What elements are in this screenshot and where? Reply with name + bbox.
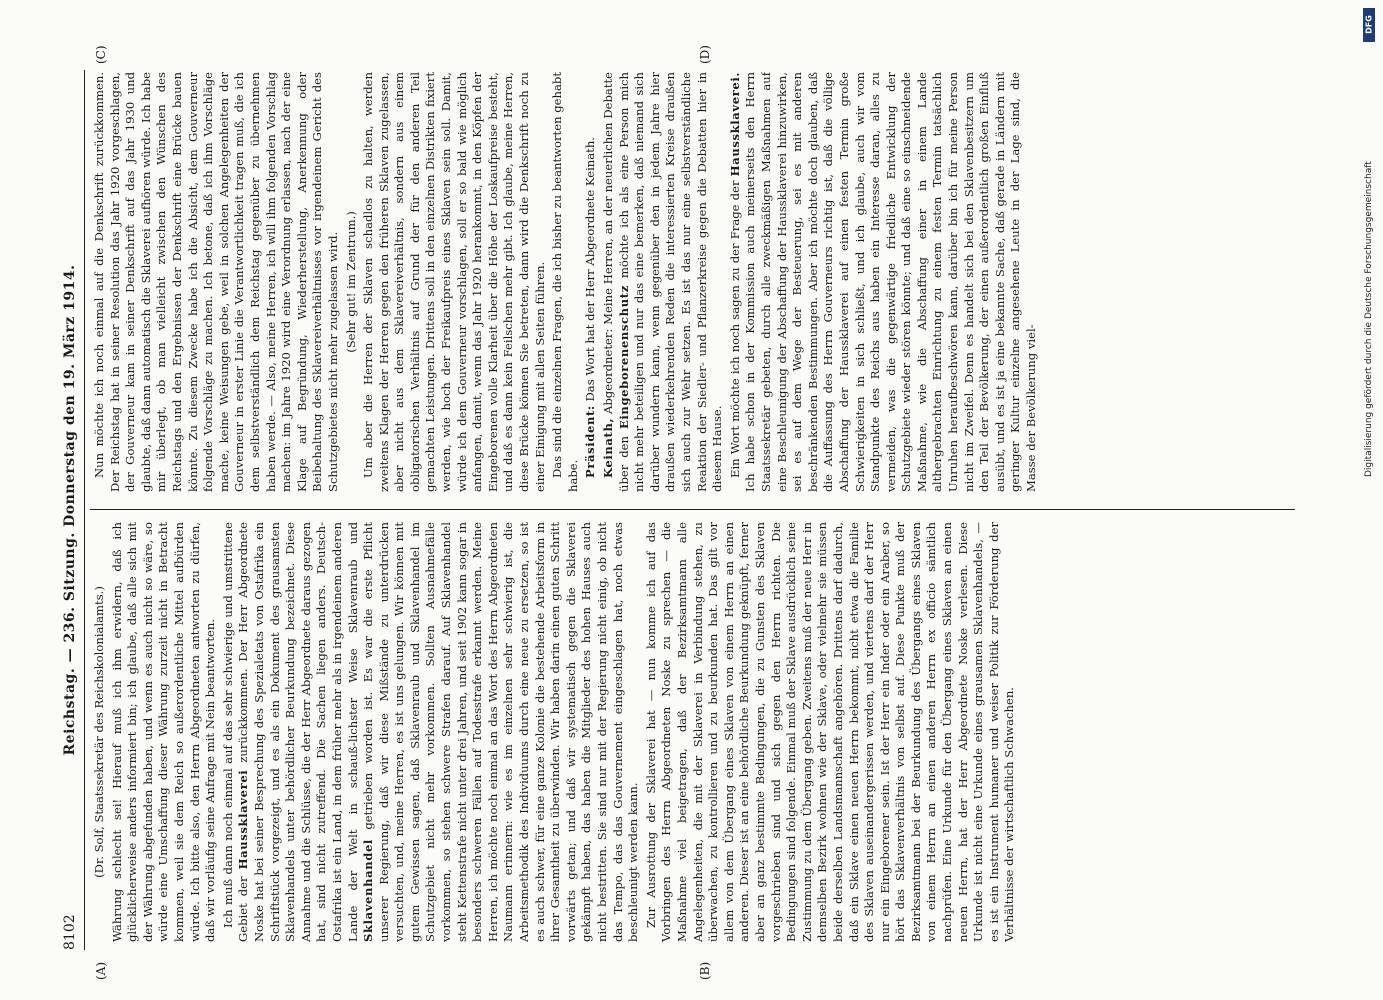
paragraph: Das sind die einzelnen Fragen, die ich bisher zu beantworten gehabt habe. (550, 72, 580, 492)
paragraph: Zur Ausrottung der Sklaverei hat — nun komme ich auf das Vorbringen des Herrn Abgeordneten Noske zu sprechen — die Maßnahme viel beigetragen, daß der Bezirksamtmann alle Angelegenheiten, die mit der Sklaverei in Verbindung stehen, zu überwachen, zu kontrollieren und zu beurkunden hat. Das gilt vor allem von dem Übergang eines Sklaven von einem Herrn an einen anderen. Dieser ist an eine behördliche Beurkundung geknüpft, ferner aber an ganz bestimmte Bedingungen, die zu Gunsten des Sklaven vorgeschrieben sind und sich gegen den Herrn richten. Die Bedingungen sind folgende. Einmal muß der Sklave ausdrücklich seine Zustimmung zu dem Übergang geben. Zweitens muß der neue Herr in demselben Bezirk wohnen wie der Sklave, oder vielmehr sie müssen beide derselben Landsmannschaft angehören. Drittens darf dadurch, daß ein Sklave einen neuen Herrn bekommt, nicht etwa die Familie des Sklaven auseinandergerissen werden, und viertens darf der Herr nur ein Eingeborener sein. Ist der Herr ein Inder oder ein Araber, so hört das Sklavenverhältnis von selbst auf. Diese Punkte muß der Bezirksamtmann bei der Beurkundung des Übergangs eines Sklaven von einem Herrn an einen anderen Herrn ex officio sämtlich nachprüfen. Eine Urkunde für den Übergang eines Sklaven an einen neuen Herrn, hat der Herr Abgeordnete Noske verlesen. Diese Urkunde ist nicht eine Urkunde eines grausamen Sklavenhandels, — es ist ein Instrument humaner und weiser Politik zur Förderung der Verhältnisse der wirtschaftlich Schwachen. (643, 522, 1017, 942)
dfg-logo: DFG (1363, 8, 1375, 42)
paragraph: Ein Wort möchte ich noch sagen zu der Frage der Haussklaverei. Ich habe schon in der Kommission auch meinerseits den Herrn Staatssekretär gebeten, durch alle zweckmäßigen Maßnahmen auf eine Beschleunigung der Abschaffung der Haussklaverei hinzuwirken, sei es auf dem Wege der Besteuerung, sei es mit anderen beschränkenden Bestimmungen. Aber ich möchte doch glauben, daß die Auffassung des Herrn Gouverneurs richtig ist, daß die völlige Abschaffung der Haussklaverei auf einen festen Termin große Schwierigkeiten in sich schließt, und ich glaube, auch wir vom Standpunkte des Reichs aus haben ein Interesse daran, alles zu vermeiden, was die gegenwärtige friedliche Entwicklung der Schutzgebiete wieder stören könnte; und daß eine so einschneidende Maßnahme, wie die Abschaffung einer in einem Lande althergebrachten Einrichtung zu einem festen Termin tatsächlich Unruhen heraufbeschwören kann, darüber bin ich für meine Person nicht im Zweifel. Denn es handelt sich bei den Sklavenbesitzern um den Teil der Bevölkerung, der einen außerordentlich großen Einfluß ausübt, und es ist ja eine bekannte Sache, daß gerade in Ländern mit geringer Kultur einzelne angesehene Leute in der Lage sind, die Masse der Bevölkerung viel- (727, 72, 1039, 492)
digitization-credit: Digitalisierung gefördert durch die Deutsche Forschungsgemeinschaft (1364, 161, 1374, 477)
margin-mark-a: (A) (94, 961, 108, 980)
running-title: Reichstag. — 236. Sitzung. Donnerstag den 19. März 1914. (62, 264, 78, 756)
margin-mark-d: (D) (698, 45, 712, 64)
right-column (92, 72, 1287, 492)
page-number: 8102 (62, 914, 78, 950)
paragraph: Nun möchte ich noch einmal auf die Denkschrift zurückkommen. Der Reichstag hat in seiner Resolution das Jahr 1920 vorgeschlagen, der Gouverneur kam in seiner Denkschrift auf das Jahr 1930 und glaubte, daß dann automatisch die Sklaverei aufhören würde. Ich habe mir überlegt, ob man vielleicht zwischen den Wünschen des Reichstags und den Ergebnissen der Denkschrift eine Brücke bauen könnte. Zu diesem Zwecke habe ich die Absicht, dem Gouverneur folgende Vorschläge zu machen. Ich betone, daß ich ihm Vorschläge mache, keine Weisungen gebe, weil in solchen Angelegenheiten der Gouverneur in erster Linie die Verantwortlichkeit tragen muß, die ich dem selbstverständlich dem Reichstag gegenüber zu übernehmen haben werde. — Also, meine Herren, ich will ihm folgenden Vorschlag machen: im Jahre 1920 wird eine Verordnung erlassen, nach der eine Klage auf Begründung, Wiederherstellung, Anerkennung oder Beibehaltung des Sklavereiverhältnisses vor irgendeinem Gericht des Schutzgebietes nicht mehr zugelassen wird. (92, 72, 340, 492)
bold-term: Sklavenhandel (361, 839, 376, 942)
header-rule (84, 70, 85, 950)
margin-mark-b: (B) (698, 961, 712, 980)
bold-term: Eingeborenenschutz (616, 285, 631, 430)
speaker-name: Keinath, (601, 417, 615, 478)
printed-page (58, 45, 1298, 980)
president-remark: Präsident: Das Wort hat der Herr Abgeordnete Keinath. (583, 137, 598, 478)
page-header (58, 70, 84, 950)
paragraph: Um aber die Herren der Sklaven schadlos zu halten, werden zweitens Klagen der Herren gegen den früheren Sklaven zugelassen, aber nicht aus dem Sklavereiverhältnis, sondern aus einem obligatorischen Verhältnis auf Grund der für den anderen Teil gemachten Leistungen. Drittens soll in den einzelnen Distrikten fixiert werden, wie hoch der Freikaufpreis eines Sklaven sein soll. Damit, würde ich dem Gouverneur vorschlagen, soll er so bald wie möglich anfangen, damit, wenn das Jahr 1920 herankommt, in den Köpfen der Eingeborenen volle Klarheit über die Höhe der Loskaufpreise besteht, und daß es dann kein Feilschen mehr gibt. Ich glaube, meine Herren, diese Brücke können Sie betreten, dann wird die Denkschrift noch zu einer Einigung mit allen Seiten führen. (361, 72, 547, 492)
speaker-note: (Dr. Solf, Staatssekretär des Reichskolonialamts.) (92, 586, 106, 878)
paragraph: Ich muß dann noch einmal auf das sehr schwierige und umstrittene Gebiet der Haussklaverei zurückkommen. Der Herr Abgeordnete Noske hat bei seiner Besprechung des Spezialetats von Ostafrika ein Schriftstück vorgezeigt, und es als ein Dokument des grausamsten Sklavenhandels unter behördlicher Beurkundung bezeichnet. Diese Annahme und die Schlüsse, die der Herr Abgeordnete daraus gezogen hat, sind nicht zutreffend. Die Sachen liegen anders. Deutsch-Ostafrika ist ein Land, in dem früher mehr als in irgendeinem anderen Lande der Welt in schauß-lichster Weise Sklavenraub und Sklavenhandel getrieben worden ist. Es war die erste Pflicht unserer Regierung, daß wir diese Mißstände zu unterdrücken versuchten, und, meine Herren, es ist uns gelungen. Wir können mit gutem Gewissen sagen, daß Sklavenraub und Sklavenhandel im Schutzgebiet nicht mehr vorkommen. Sollten Ausnahmefälle vorkommen, so stehen schwere Strafen darauf. Auf Sklavenhandel steht Kettenstrafe nicht unter drei Jahren, und seit 1902 kann sogar in besonders schweren Fällen auf Todesstrafe erkannt werden. Meine Herren, ich möchte noch einmal an das Wort des Herrn Abgeordneten Naumann erinnern: wie es im einzelnen sehr schwierig ist, die Arbeitsmethodik des Individuums durch eine neue zu ersetzen, so ist es auch schwer, für eine ganze Kolonie die bestehende Arbeitsform in ihrer Gesamtheit zu überwinden. Wir haben darin einen guten Schritt vorwärts getan; und daß wir systematisch gegen die Sklaverei gekämpft haben, das haben die Mitglieder des hohen Hauses auch nicht bestritten. Sie sind nur mit der Regierung nicht einig, ob nicht das Tempo, das das Gouvernement eingeschlagen hat, noch etwas beschleunigt werden kann. (220, 522, 641, 942)
column-rule (90, 509, 1295, 510)
bold-term: Haussklaverei (236, 769, 251, 870)
paragraph: Währung schlecht sei! Hierauf muß ich ihm erwidern, daß ich glücklicherweise anders informiert bin; ich glaube, daß alle sich mit der Währung abgefunden haben, und wenn es auch nicht so wäre, so würde eine Umschaffung dieser Währung zurzeit nicht in Betracht kommen, weil sie dem Reich so außerordentliche Mittel aufbürden würde. Ich bitte also, den Herrn Abgeordneten antworten zu dürfen, daß wir vorläufig seine Anfrage mit Nein beantworten. (109, 522, 218, 942)
president-label: Präsident: (583, 405, 598, 478)
speaker-paragraph: Keinath, Abgeordneter: Meine Herren, an der neuerlichen Debatte über den Eingeborenenschutz möchte ich als eine Person mich nicht mehr beteiligen und nur das eine bemerken, daß niemand sich darüber wundern kann, wenn gegenüber den in jedem Jahre hier draußen wiederkehrenden Reden die interessierten Kreise draußen sich auch zur Wehr setzen. Es ist das nur eine selbstverständliche Reaktion der Siedler- und Pflanzerkreise gegen die Debatten hier in diesem Hause. (601, 72, 725, 492)
margin-mark-c: (C) (94, 45, 108, 64)
left-column (92, 522, 1287, 942)
digitization-stamp (1363, 8, 1375, 478)
interjection: (Sehr gut! im Zentrum.) (343, 211, 358, 353)
bold-term: Haussklaverei. (727, 72, 742, 177)
